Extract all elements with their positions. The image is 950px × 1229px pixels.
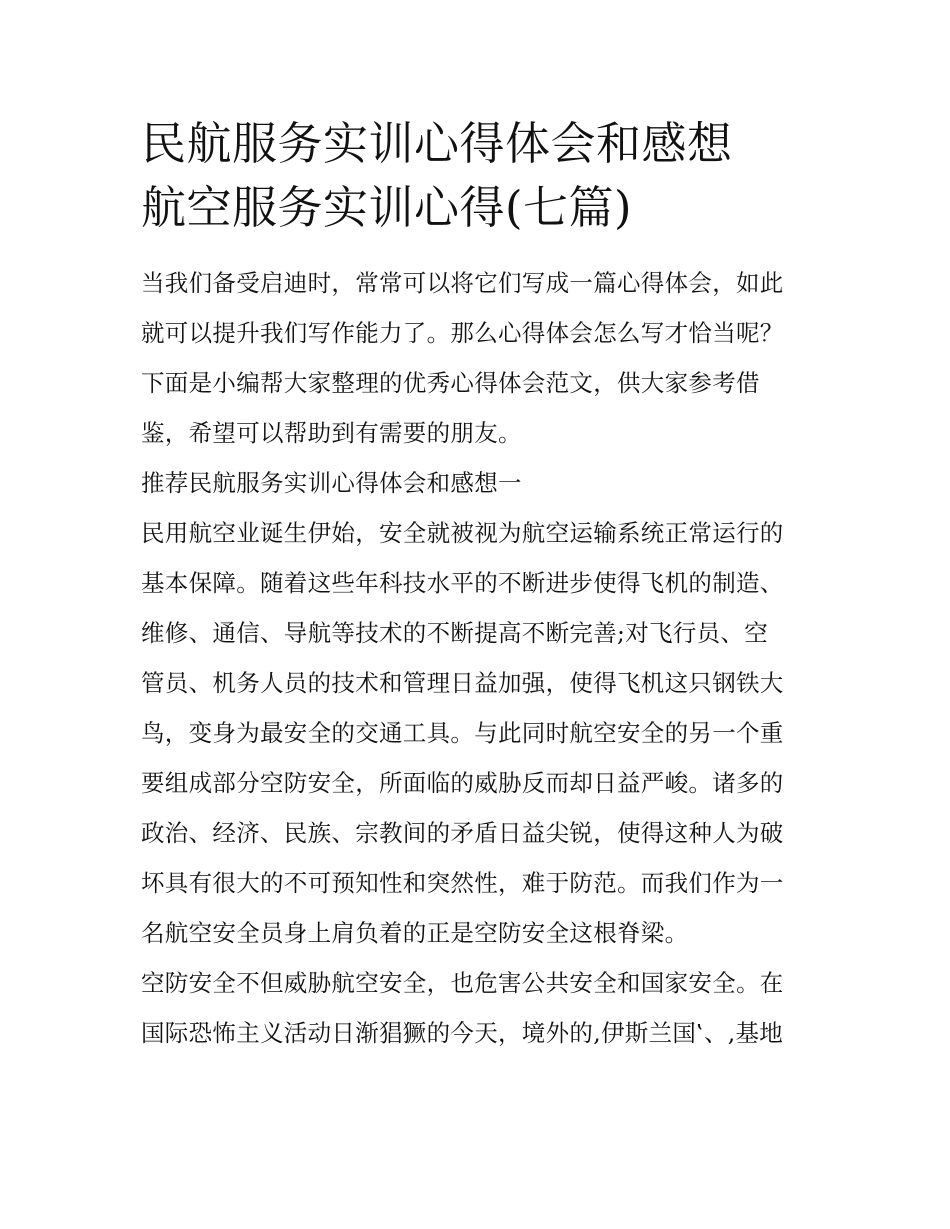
text-line: 政治、经济、民族、宗教间的矛盾日益尖锐，使得这种人为破 <box>141 819 784 847</box>
document-body <box>141 258 820 1058</box>
text-line: 坏具有很大的不可预知性和突然性，难于防范。而我们作为一 <box>141 869 784 897</box>
text-line: 鸟，变身为最安全的交通工具。与此同时航空安全的另一个重 <box>141 719 784 747</box>
text-line: 鉴，希望可以帮助到有需要的朋友。 <box>141 419 522 447</box>
text-line: 民用航空业诞生伊始，安全就被视为航空运输系统正常运行的 <box>141 519 784 547</box>
body-paragraph <box>141 958 820 1058</box>
intro-paragraph <box>141 258 820 458</box>
text-line: 名航空安全员身上肩负着的正是空防安全这根脊梁。 <box>141 919 689 947</box>
text-line: 国际恐怖主义活动日渐猖獗的今天，境外的,伊斯兰国‛、,基地 <box>141 1019 784 1047</box>
text-line: 维修、通信、导航等技术的不断提高不断完善;对飞行员、空 <box>141 619 769 647</box>
text-line: 当我们备受启迪时，常常可以将它们写成一篇心得体会，如此 <box>141 269 784 297</box>
title-line: 航空服务实训心得(七篇) <box>141 181 633 234</box>
text-line: 要组成部分空防安全，所面临的威胁反而却日益严峻。诸多的 <box>141 769 784 797</box>
text-line: 基本保障。随着这些年科技水平的不断进步使得飞机的制造、 <box>141 569 784 597</box>
text-line: 就可以提升我们写作能力了。那么心得体会怎么写才恰当呢？ <box>141 319 784 347</box>
body-paragraph <box>141 508 820 958</box>
text-line: 空防安全不但威胁航空安全，也危害公共安全和国家安全。在 <box>141 969 784 997</box>
text-line: 下面是小编帮大家整理的优秀心得体会范文，供大家参考借 <box>141 369 760 397</box>
document-title <box>141 112 820 240</box>
text-line: 推荐民航服务实训心得体会和感想一 <box>141 469 522 497</box>
title-line: 民航服务实训心得体会和感想 <box>141 117 733 170</box>
section-heading <box>141 458 820 508</box>
text-line: 管员、机务人员的技术和管理日益加强，使得飞机这只钢铁大 <box>141 669 784 697</box>
